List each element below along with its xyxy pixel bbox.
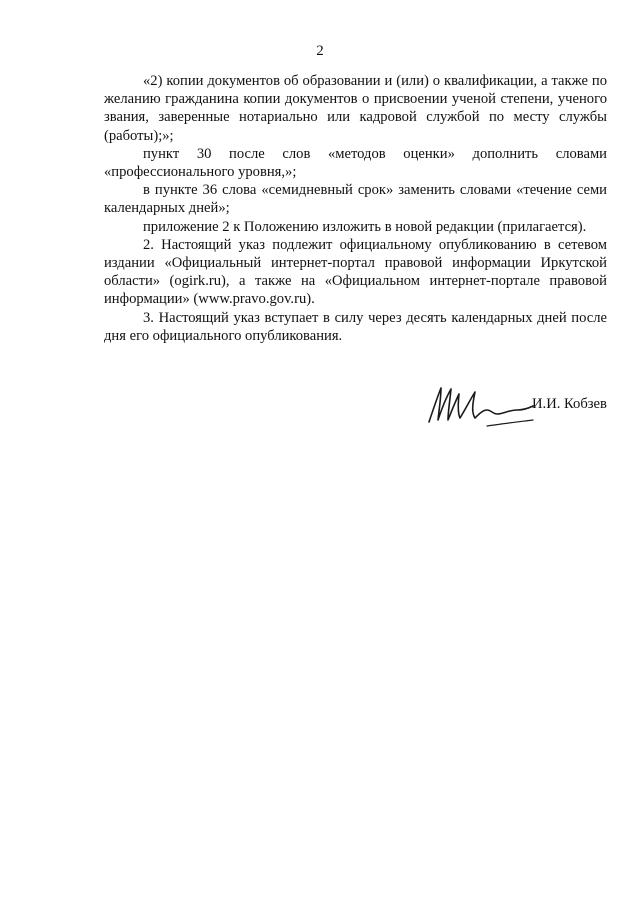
paragraph-point-30: пункт 30 после слов «методов оценки» дополнить словами «профессионального уровня,»; [104,145,607,181]
paragraph-appendix-2: приложение 2 к Положению изложить в новой редакции (прилагается). [143,218,587,235]
paragraph-education-copies: «2) копии документов об образовании и (или) о квалификации, а также по желанию гражданина копии документов о присвоении ученой степени, ученого звания, заверенные нотариально или кадровой службой по месту службы (работы);»; [104,73,607,144]
signature-scribble [425,380,535,430]
paragraph-point-36: в пункте 36 слова «семидневный срок» заменить словами «течение семи календарных дней»; [104,182,607,217]
page-number: 2 [316,43,324,59]
paragraph-publication: 2. Настоящий указ подлежит официальному опубликованию в сетевом издании «Официальный интернет-портал правовой информации Иркутской области» (ogirk.ru), а также на «Официальном интернет-портале правовой информации» (www.pravo.gov.ru). [104,236,607,308]
document-body [104,72,607,345]
signer-name: И.И. Кобзев [532,396,607,412]
paragraph-entry-into-force: 3. Настоящий указ вступает в силу через десять календарных дней после дня его официального опубликования. [104,309,607,344]
